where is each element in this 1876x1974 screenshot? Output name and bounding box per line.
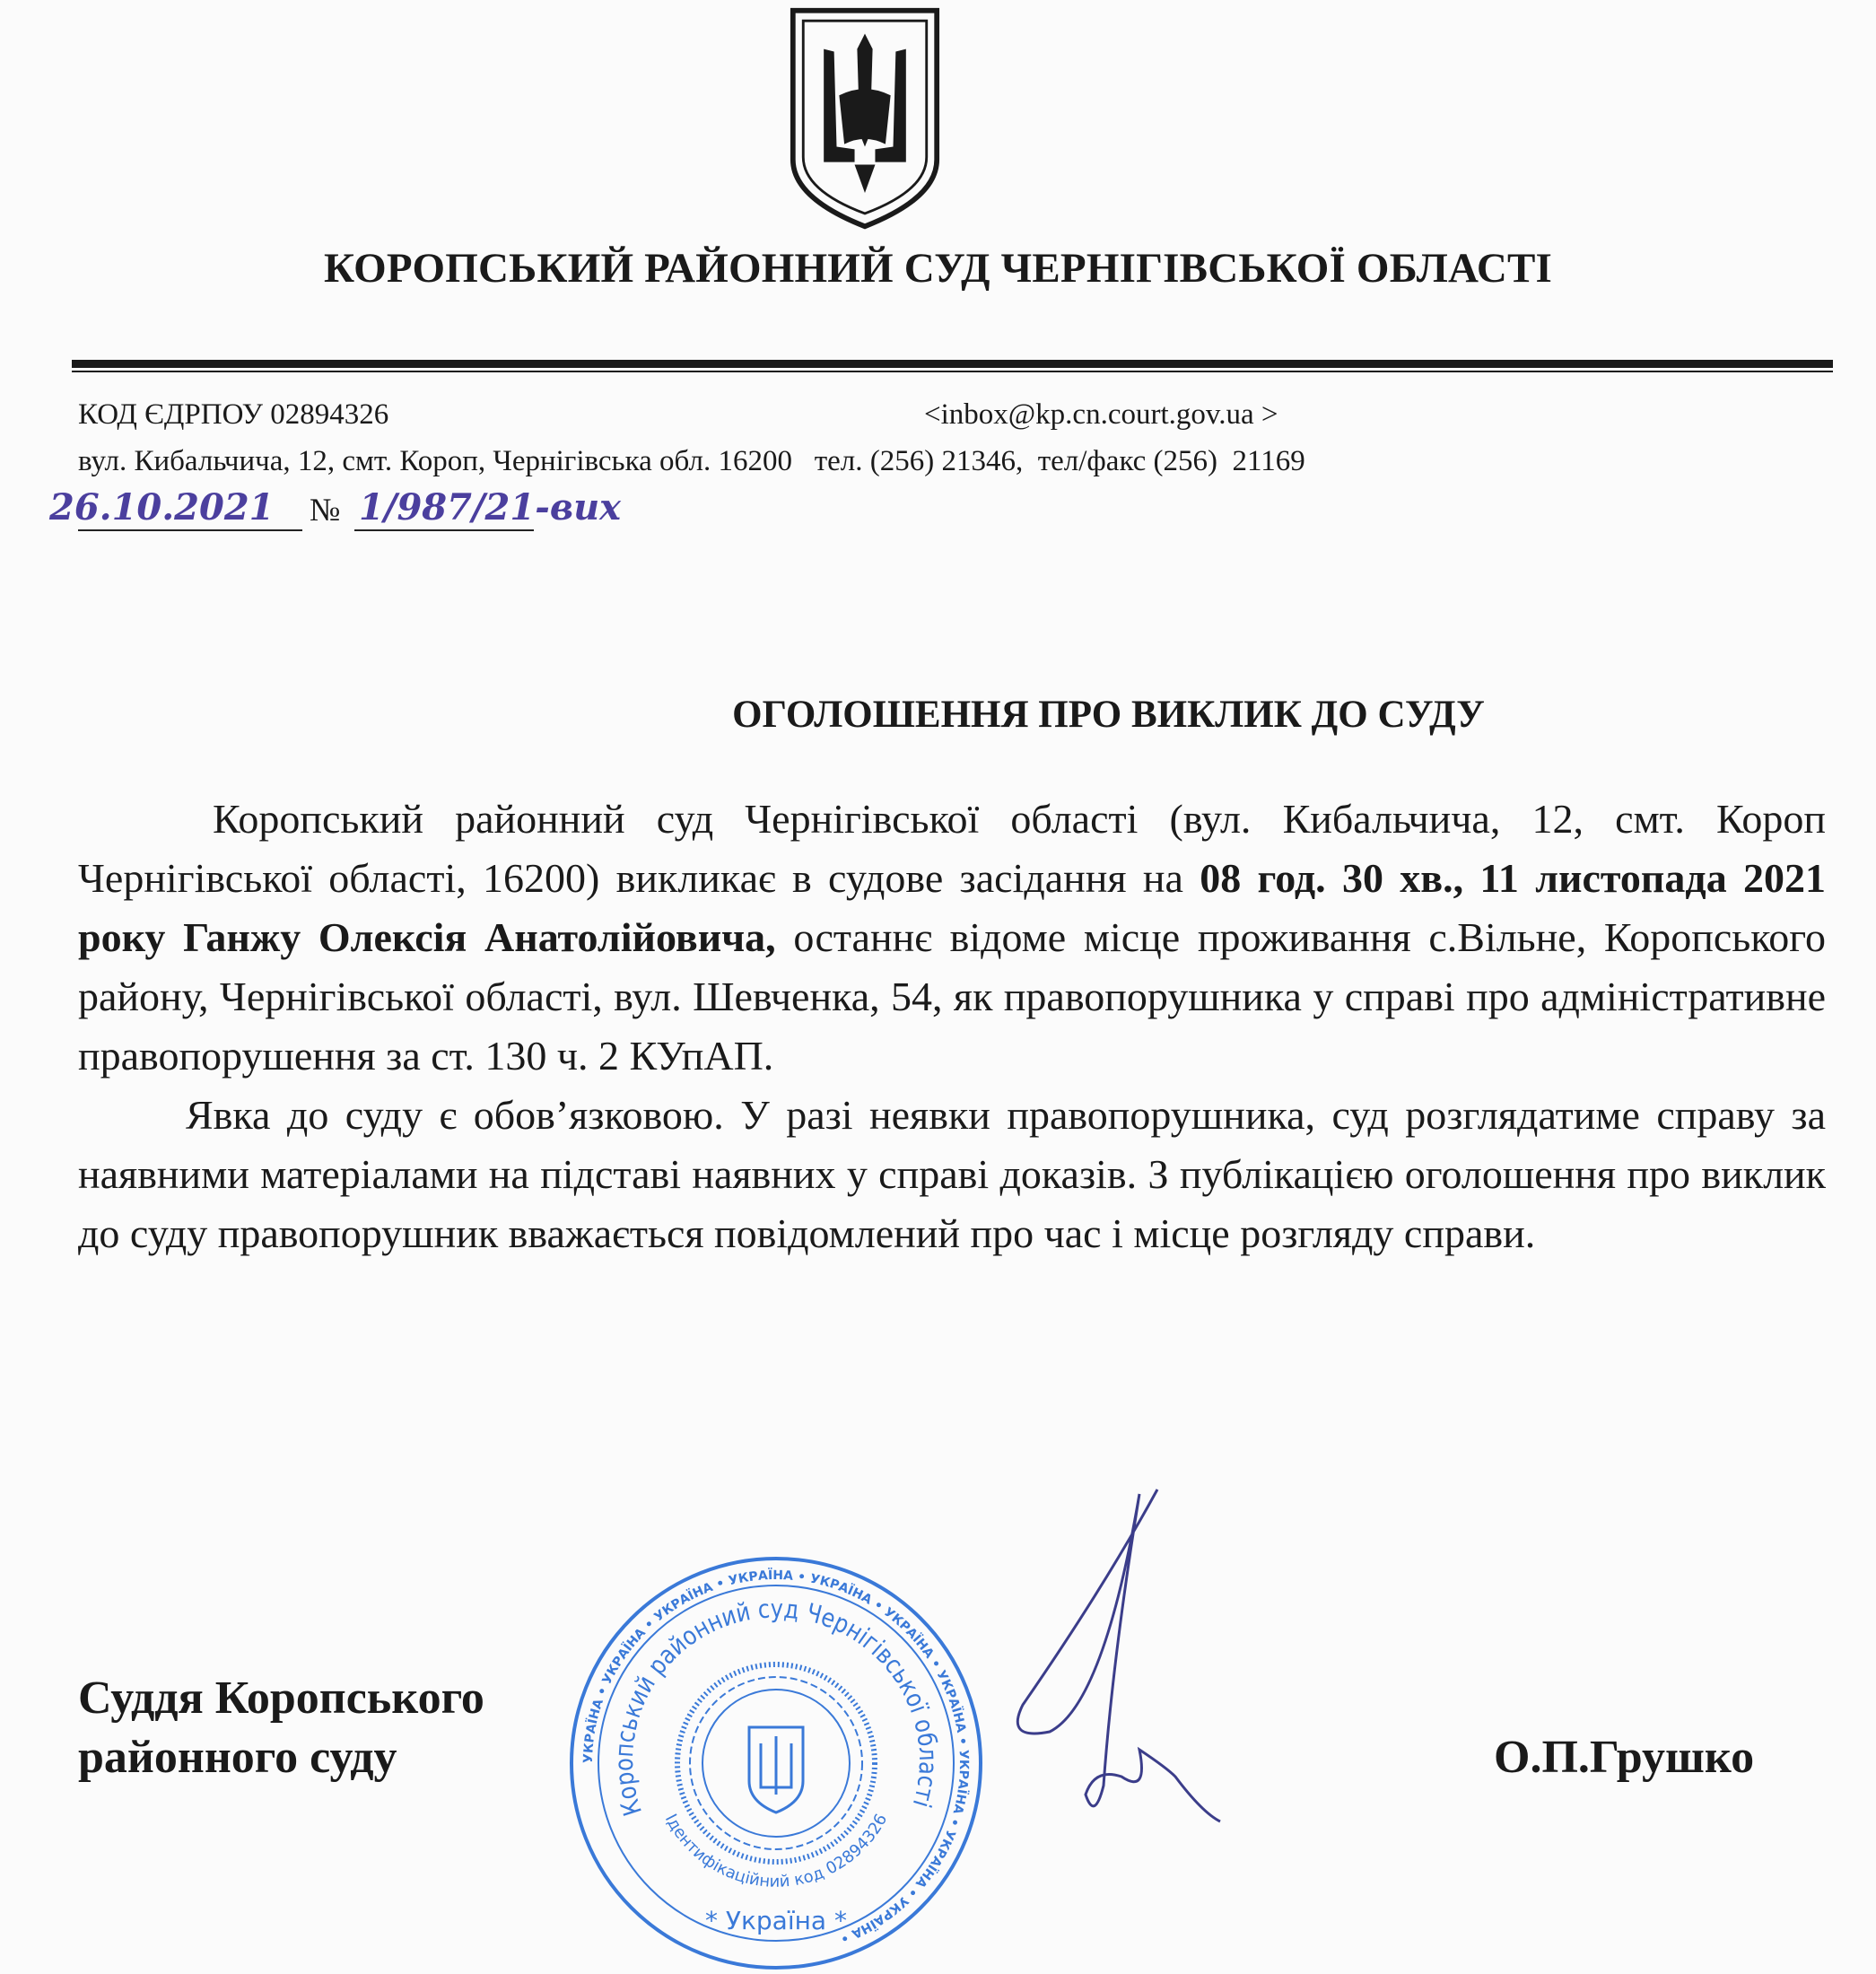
judge-title-line-1: Суддя Коропського: [78, 1673, 484, 1724]
judge-title-line-2: районного суду: [78, 1732, 397, 1783]
stamp-code-text: Ідентифікаційний код 02894326: [660, 1811, 892, 1891]
judge-name: О.П.Грушко: [1494, 1732, 1755, 1783]
notice-body: [78, 790, 1826, 1263]
stamp-main-text: Коропський районний суд Чернігівської області: [608, 1594, 944, 1820]
notice-paragraph-2: Явка до суду є обов’язковою. У разі неявки правопорушника, суд розглядатиме справу за наявними матеріалами на підставі наявних у справі доказів. З публікацією оголошення про виклик до суду правопорушник вважається повідомлений про час і місце розгляду справи.: [78, 1092, 1826, 1256]
handwritten-signature: [996, 1480, 1229, 1830]
court-email: <inbox@kp.cn.court.gov.ua >: [924, 398, 1278, 431]
court-address: вул. Кибальчича, 12, смт. Короп, Чернігівська обл. 16200 тел. (256) 21346, тел/факс (256) 21169: [78, 445, 1305, 477]
notice-title: ОГОЛОШЕННЯ ПРО ВИКЛИК ДО СУДУ: [732, 694, 1485, 736]
stamp-bottom-text: * Україна *: [705, 1906, 847, 1935]
p1-start: Коропський районний суд Чернігівської області (вул. Кибальчича, 12, смт. Короп Чернігівської області, 16200) викликає в судове засідання на: [78, 796, 1826, 901]
p1-end: останнє відоме місце проживання с.Вільне, Коропського району, Чернігівської області, вул. Шевченка, 54, як правопорушника у справі про адміністративне правопорушення за ст. 130 ч. 2 КУпАП.: [78, 914, 1827, 1079]
coat-of-arms-icon: [788, 5, 942, 231]
judge-title: [78, 1669, 484, 1787]
notice-paragraph-1: [78, 790, 1826, 1086]
stamp-outer-ring-text: УКРАЇНА • УКРАЇНА • УКРАЇНА • УКРАЇНА • УКРАЇНА • УКРАЇНА • УКРАЇНА • УКРАЇНА • УКРАЇНА • УКРАЇНА •: [580, 1568, 972, 1946]
handwritten-outgoing-number: 1/987/21-вих: [359, 486, 622, 528]
hearing-time-and-defendant: 08 год. 30 хв., 11 листопада 2021 року Ганжу Олексія Анатолійовича,: [78, 855, 1826, 960]
court-seal-stamp: [565, 1552, 987, 1974]
number-underline: [354, 529, 534, 531]
header-divider-thin: [72, 371, 1833, 372]
date-underline: [78, 529, 302, 531]
court-name-heading: КОРОПСЬКИЙ РАЙОННИЙ СУД ЧЕРНІГІВСЬКОЇ ОБЛАСТІ: [324, 245, 1552, 292]
number-sign: №: [310, 492, 341, 528]
header-divider: [72, 360, 1833, 368]
edrpou-code: КОД ЄДРПОУ 02894326: [78, 398, 389, 431]
handwritten-date: 26.10.2021: [49, 486, 275, 528]
